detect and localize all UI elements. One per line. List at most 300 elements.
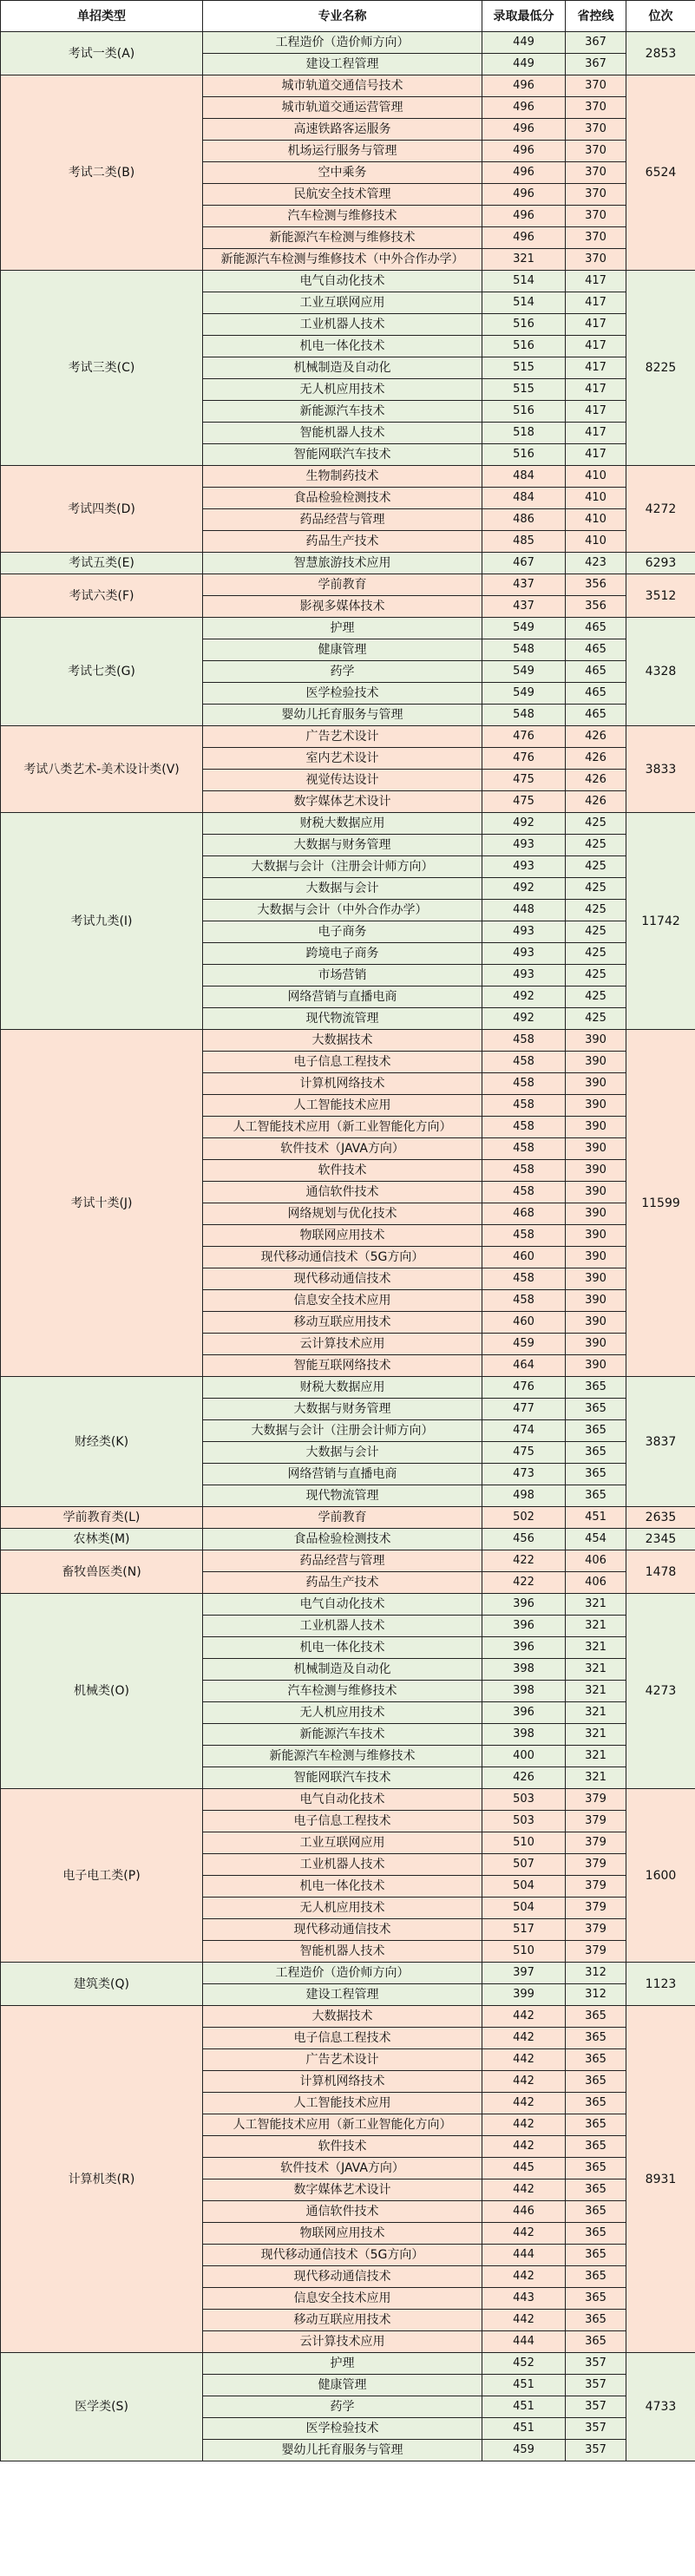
major-cell: 城市轨道交通信号技术 [203,75,482,97]
min-score-cell: 449 [482,54,566,75]
table-row [1,574,695,596]
major-cell: 城市轨道交通运营管理 [203,97,482,119]
major-cell: 机场运行服务与管理 [203,141,482,162]
category-cell: 机械类(O) [1,1594,203,1789]
min-score-cell: 503 [482,1789,566,1811]
control-line-cell: 417 [566,271,626,292]
control-line-cell: 390 [566,1334,626,1355]
control-line-cell: 357 [566,2396,626,2418]
min-score-cell: 518 [482,423,566,444]
min-score-cell: 476 [482,748,566,770]
major-cell: 电子信息工程技术 [203,2028,482,2049]
category-cell: 农林类(M) [1,1529,203,1550]
min-score-cell: 458 [482,1073,566,1095]
min-score-cell: 496 [482,206,566,227]
min-score-cell: 516 [482,444,566,466]
rank-cell: 4733 [626,2353,695,2461]
min-score-cell: 426 [482,1767,566,1789]
control-line-cell: 425 [566,900,626,921]
min-score-cell: 510 [482,1832,566,1854]
control-line-cell: 379 [566,1854,626,1876]
min-score-cell: 442 [482,2223,566,2245]
min-score-cell: 485 [482,531,566,553]
control-line-cell: 365 [566,2179,626,2201]
min-score-cell: 498 [482,1485,566,1507]
control-line-cell: 321 [566,1681,626,1702]
major-cell: 财税大数据应用 [203,813,482,835]
control-line-cell: 321 [566,1724,626,1746]
min-score-cell: 458 [482,1095,566,1117]
major-cell: 电气自动化技术 [203,1789,482,1811]
major-cell: 信息安全技术应用 [203,1290,482,1312]
rank-cell: 2345 [626,1529,695,1550]
min-score-cell: 549 [482,683,566,705]
major-cell: 婴幼儿托育服务与管理 [203,705,482,726]
control-line-cell: 425 [566,986,626,1008]
major-cell: 智能机器人技术 [203,1941,482,1963]
min-score-cell: 398 [482,1659,566,1681]
control-line-cell: 417 [566,401,626,423]
control-line-cell: 365 [566,2028,626,2049]
major-cell: 大数据技术 [203,1030,482,1052]
rank-cell: 2853 [626,32,695,75]
min-score-cell: 496 [482,97,566,119]
major-cell: 软件技术（JAVA方向） [203,1138,482,1160]
min-score-cell: 442 [482,2028,566,2049]
control-line-cell: 321 [566,1594,626,1616]
major-cell: 广告艺术设计 [203,726,482,748]
major-cell: 医学检验技术 [203,683,482,705]
min-score-cell: 515 [482,379,566,401]
major-cell: 通信软件技术 [203,2201,482,2223]
control-line-cell: 390 [566,1312,626,1334]
min-score-cell: 493 [482,943,566,965]
rank-cell: 6293 [626,553,695,574]
major-cell: 计算机网络技术 [203,2071,482,2093]
min-score-cell: 442 [482,2049,566,2071]
table-row [1,1963,695,1984]
major-cell: 大数据与会计（注册会计师方向） [203,856,482,878]
table-row [1,32,695,54]
major-cell: 机械制造及自动化 [203,1659,482,1681]
table-row [1,271,695,292]
control-line-cell: 390 [566,1268,626,1290]
min-score-cell: 460 [482,1247,566,1268]
table-row [1,2353,695,2375]
major-cell: 汽车检测与维修技术 [203,206,482,227]
control-line-cell: 321 [566,1746,626,1767]
major-cell: 健康管理 [203,639,482,661]
major-cell: 软件技术 [203,2136,482,2158]
control-line-cell: 370 [566,141,626,162]
control-line-cell: 390 [566,1095,626,1117]
control-line-cell: 357 [566,2440,626,2461]
major-cell: 食品检验检测技术 [203,488,482,509]
major-cell: 移动互联应用技术 [203,2310,482,2331]
table-row [1,1507,695,1529]
control-line-cell: 370 [566,162,626,184]
min-score-cell: 504 [482,1876,566,1898]
min-score-cell: 514 [482,271,566,292]
major-cell: 建设工程管理 [203,1984,482,2006]
control-line-cell: 365 [566,1464,626,1485]
min-score-cell: 493 [482,856,566,878]
min-score-cell: 549 [482,618,566,639]
control-line-cell: 465 [566,705,626,726]
control-line-cell: 365 [566,1420,626,1442]
min-score-cell: 442 [482,2006,566,2028]
control-line-cell: 365 [566,2201,626,2223]
control-line-cell: 406 [566,1572,626,1594]
major-cell: 现代移动通信技术（5G方向） [203,2245,482,2266]
major-cell: 视觉传达设计 [203,770,482,791]
header-major: 专业名称 [203,1,482,32]
control-line-cell: 379 [566,1811,626,1832]
major-cell: 医学检验技术 [203,2418,482,2440]
min-score-cell: 459 [482,1334,566,1355]
major-cell: 电子信息工程技术 [203,1052,482,1073]
rank-cell: 4272 [626,466,695,553]
control-line-cell: 321 [566,1767,626,1789]
major-cell: 建设工程管理 [203,54,482,75]
min-score-cell: 452 [482,2353,566,2375]
major-cell: 大数据与会计（注册会计师方向） [203,1420,482,1442]
major-cell: 工业机器人技术 [203,314,482,336]
control-line-cell: 321 [566,1637,626,1659]
major-cell: 现代物流管理 [203,1008,482,1030]
header-control-line: 省控线 [566,1,626,32]
min-score-cell: 496 [482,141,566,162]
control-line-cell: 365 [566,2114,626,2136]
control-line-cell: 356 [566,574,626,596]
min-score-cell: 496 [482,184,566,206]
control-line-cell: 365 [566,2071,626,2093]
control-line-cell: 425 [566,943,626,965]
min-score-cell: 475 [482,1442,566,1464]
min-score-cell: 510 [482,1941,566,1963]
major-cell: 无人机应用技术 [203,1898,482,1919]
control-line-cell: 365 [566,2093,626,2114]
min-score-cell: 456 [482,1529,566,1550]
control-line-cell: 390 [566,1225,626,1247]
major-cell: 智能网联汽车技术 [203,444,482,466]
control-line-cell: 365 [566,2136,626,2158]
min-score-cell: 492 [482,1008,566,1030]
major-cell: 食品检验检测技术 [203,1529,482,1550]
rank-cell: 3512 [626,574,695,618]
control-line-cell: 370 [566,97,626,119]
control-line-cell: 365 [566,2266,626,2288]
major-cell: 人工智能技术应用（新工业智能化方向） [203,1117,482,1138]
major-cell: 现代移动通信技术 [203,1268,482,1290]
major-cell: 新能源汽车技术 [203,1724,482,1746]
control-line-cell: 423 [566,553,626,574]
major-cell: 现代移动通信技术 [203,1919,482,1941]
major-cell: 数字媒体艺术设计 [203,791,482,813]
rank-cell: 4273 [626,1594,695,1789]
min-score-cell: 548 [482,705,566,726]
min-score-cell: 496 [482,75,566,97]
major-cell: 药品经营与管理 [203,509,482,531]
control-line-cell: 365 [566,2245,626,2266]
major-cell: 智能机器人技术 [203,423,482,444]
control-line-cell: 410 [566,488,626,509]
header-row [1,1,695,32]
category-cell: 考试三类(C) [1,271,203,466]
control-line-cell: 417 [566,357,626,379]
major-cell: 人工智能技术应用（新工业智能化方向） [203,2114,482,2136]
min-score-cell: 442 [482,2093,566,2114]
control-line-cell: 465 [566,683,626,705]
min-score-cell: 458 [482,1030,566,1052]
major-cell: 大数据与会计（中外合作办学） [203,900,482,921]
control-line-cell: 365 [566,2288,626,2310]
control-line-cell: 379 [566,1941,626,1963]
major-cell: 高速铁路客运服务 [203,119,482,141]
major-cell: 药学 [203,661,482,683]
control-line-cell: 390 [566,1073,626,1095]
major-cell: 大数据与会计 [203,1442,482,1464]
major-cell: 汽车检测与维修技术 [203,1681,482,1702]
major-cell: 药品生产技术 [203,1572,482,1594]
min-score-cell: 484 [482,488,566,509]
major-cell: 物联网应用技术 [203,2223,482,2245]
category-cell: 考试四类(D) [1,466,203,553]
control-line-cell: 365 [566,2049,626,2071]
major-cell: 数字媒体艺术设计 [203,2179,482,2201]
min-score-cell: 492 [482,878,566,900]
major-cell: 新能源汽车检测与维修技术（中外合作办学） [203,249,482,271]
control-line-cell: 454 [566,1529,626,1550]
rank-cell: 8931 [626,2006,695,2353]
major-cell: 物联网应用技术 [203,1225,482,1247]
control-line-cell: 390 [566,1052,626,1073]
major-cell: 智能网联汽车技术 [203,1767,482,1789]
control-line-cell: 390 [566,1160,626,1182]
min-score-cell: 476 [482,726,566,748]
min-score-cell: 442 [482,2310,566,2331]
major-cell: 健康管理 [203,2375,482,2396]
major-cell: 广告艺术设计 [203,2049,482,2071]
min-score-cell: 442 [482,2114,566,2136]
min-score-cell: 507 [482,1854,566,1876]
table-row [1,1550,695,1572]
major-cell: 现代移动通信技术 [203,2266,482,2288]
min-score-cell: 398 [482,1724,566,1746]
min-score-cell: 517 [482,1919,566,1941]
min-score-cell: 446 [482,2201,566,2223]
control-line-cell: 379 [566,1919,626,1941]
major-cell: 信息安全技术应用 [203,2288,482,2310]
major-cell: 机电一体化技术 [203,1637,482,1659]
control-line-cell: 357 [566,2353,626,2375]
control-line-cell: 390 [566,1247,626,1268]
min-score-cell: 492 [482,986,566,1008]
control-line-cell: 365 [566,2006,626,2028]
control-line-cell: 425 [566,921,626,943]
table-row [1,1377,695,1399]
major-cell: 电子商务 [203,921,482,943]
major-cell: 网络营销与直播电商 [203,986,482,1008]
control-line-cell: 451 [566,1507,626,1529]
min-score-cell: 458 [482,1290,566,1312]
major-cell: 电气自动化技术 [203,271,482,292]
control-line-cell: 365 [566,2310,626,2331]
rank-cell: 3833 [626,726,695,813]
min-score-cell: 444 [482,2331,566,2353]
rank-cell: 2635 [626,1507,695,1529]
major-cell: 计算机网络技术 [203,1073,482,1095]
min-score-cell: 496 [482,227,566,249]
control-line-cell: 370 [566,206,626,227]
major-cell: 软件技术（JAVA方向） [203,2158,482,2179]
min-score-cell: 549 [482,661,566,683]
major-cell: 人工智能技术应用 [203,2093,482,2114]
major-cell: 机械制造及自动化 [203,357,482,379]
min-score-cell: 396 [482,1594,566,1616]
min-score-cell: 477 [482,1399,566,1420]
control-line-cell: 365 [566,2223,626,2245]
control-line-cell: 379 [566,1789,626,1811]
major-cell: 药学 [203,2396,482,2418]
control-line-cell: 426 [566,770,626,791]
control-line-cell: 426 [566,791,626,813]
major-cell: 智慧旅游技术应用 [203,553,482,574]
min-score-cell: 451 [482,2418,566,2440]
major-cell: 机电一体化技术 [203,336,482,357]
major-cell: 护理 [203,618,482,639]
control-line-cell: 357 [566,2418,626,2440]
control-line-cell: 390 [566,1290,626,1312]
major-cell: 移动互联应用技术 [203,1312,482,1334]
table-body [1,32,695,2461]
min-score-cell: 516 [482,336,566,357]
major-cell: 云计算技术应用 [203,1334,482,1355]
control-line-cell: 417 [566,314,626,336]
major-cell: 无人机应用技术 [203,379,482,401]
header-rank: 位次 [626,1,695,32]
min-score-cell: 458 [482,1138,566,1160]
category-cell: 考试二类(B) [1,75,203,271]
control-line-cell: 379 [566,1832,626,1854]
major-cell: 大数据与财务管理 [203,1399,482,1420]
major-cell: 现代移动通信技术（5G方向） [203,1247,482,1268]
major-cell: 市场营销 [203,965,482,986]
control-line-cell: 406 [566,1550,626,1572]
category-cell: 医学类(S) [1,2353,203,2461]
major-cell: 护理 [203,2353,482,2375]
min-score-cell: 448 [482,900,566,921]
min-score-cell: 473 [482,1464,566,1485]
major-cell: 新能源汽车检测与维修技术 [203,1746,482,1767]
min-score-cell: 460 [482,1312,566,1334]
major-cell: 人工智能技术应用 [203,1095,482,1117]
min-score-cell: 503 [482,1811,566,1832]
min-score-cell: 451 [482,2396,566,2418]
control-line-cell: 425 [566,835,626,856]
min-score-cell: 396 [482,1616,566,1637]
min-score-cell: 486 [482,509,566,531]
min-score-cell: 475 [482,770,566,791]
table-row [1,618,695,639]
min-score-cell: 548 [482,639,566,661]
control-line-cell: 367 [566,54,626,75]
control-line-cell: 390 [566,1355,626,1377]
category-cell: 计算机类(R) [1,2006,203,2353]
min-score-cell: 449 [482,32,566,54]
category-cell: 考试七类(G) [1,618,203,726]
control-line-cell: 370 [566,119,626,141]
category-cell: 考试一类(A) [1,32,203,75]
table-row [1,813,695,835]
min-score-cell: 422 [482,1572,566,1594]
major-cell: 大数据与会计 [203,878,482,900]
min-score-cell: 459 [482,2440,566,2461]
control-line-cell: 390 [566,1203,626,1225]
control-line-cell: 312 [566,1963,626,1984]
min-score-cell: 493 [482,921,566,943]
major-cell: 机电一体化技术 [203,1876,482,1898]
control-line-cell: 365 [566,1442,626,1464]
min-score-cell: 484 [482,466,566,488]
table-row [1,1789,695,1811]
control-line-cell: 465 [566,639,626,661]
min-score-cell: 397 [482,1963,566,1984]
major-cell: 药品经营与管理 [203,1550,482,1572]
major-cell: 学前教育 [203,574,482,596]
min-score-cell: 474 [482,1420,566,1442]
control-line-cell: 425 [566,1008,626,1030]
major-cell: 工程造价（造价师方向） [203,32,482,54]
control-line-cell: 367 [566,32,626,54]
control-line-cell: 425 [566,813,626,835]
rank-cell: 8225 [626,271,695,466]
table-row [1,553,695,574]
control-line-cell: 370 [566,227,626,249]
major-cell: 现代物流管理 [203,1485,482,1507]
major-cell: 网络营销与直播电商 [203,1464,482,1485]
table-row [1,1594,695,1616]
min-score-cell: 396 [482,1702,566,1724]
min-score-cell: 458 [482,1268,566,1290]
major-cell: 电子信息工程技术 [203,1811,482,1832]
control-line-cell: 426 [566,726,626,748]
min-score-cell: 443 [482,2288,566,2310]
major-cell: 药品生产技术 [203,531,482,553]
control-line-cell: 370 [566,184,626,206]
min-score-cell: 493 [482,965,566,986]
table-row [1,466,695,488]
min-score-cell: 442 [482,2136,566,2158]
header-min-score: 录取最低分 [482,1,566,32]
control-line-cell: 321 [566,1659,626,1681]
min-score-cell: 516 [482,401,566,423]
control-line-cell: 312 [566,1984,626,2006]
min-score-cell: 502 [482,1507,566,1529]
major-cell: 财税大数据应用 [203,1377,482,1399]
major-cell: 学前教育 [203,1507,482,1529]
control-line-cell: 321 [566,1702,626,1724]
min-score-cell: 493 [482,835,566,856]
category-cell: 考试五类(E) [1,553,203,574]
min-score-cell: 458 [482,1117,566,1138]
control-line-cell: 365 [566,1377,626,1399]
control-line-cell: 410 [566,531,626,553]
min-score-cell: 399 [482,1984,566,2006]
major-cell: 工业机器人技术 [203,1854,482,1876]
control-line-cell: 370 [566,249,626,271]
control-line-cell: 379 [566,1898,626,1919]
